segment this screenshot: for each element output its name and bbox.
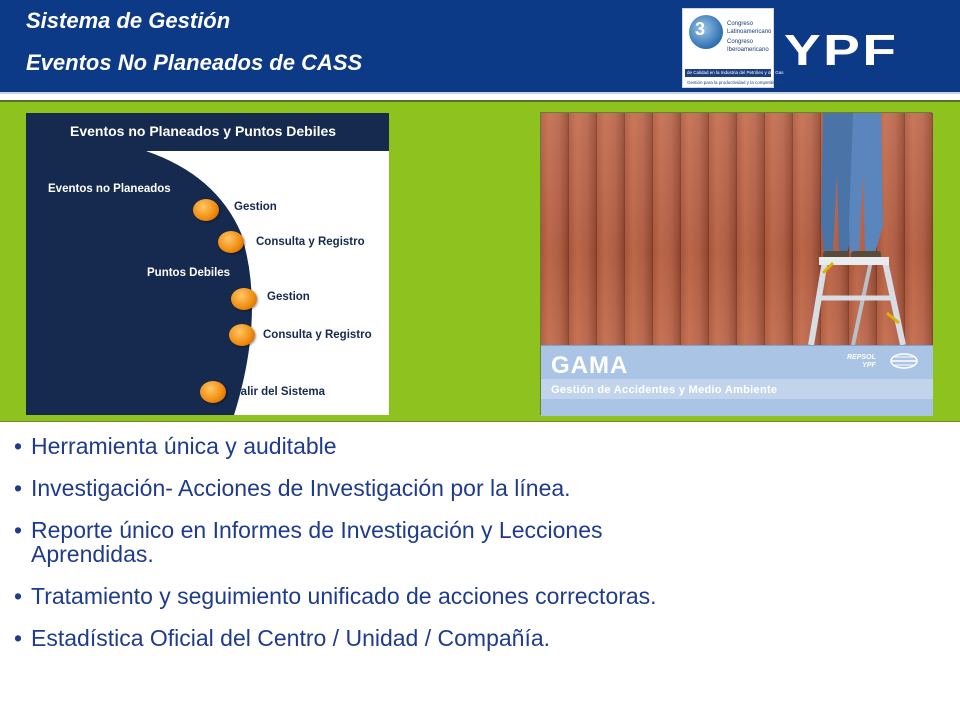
list-item xyxy=(14,626,914,650)
congress-line-3: Congreso xyxy=(727,39,754,45)
gama-screenshot xyxy=(540,112,932,415)
gama-subtitle: Gestión de Accidentes y Medio Ambiente xyxy=(551,384,778,396)
menu-item-eventos-consulta[interactable]: Consulta y Registro xyxy=(256,236,365,248)
section-label-eventos: Eventos no Planeados xyxy=(48,183,171,195)
list-item xyxy=(14,434,914,458)
gama-title: GAMA xyxy=(551,352,629,379)
bullet-text: Reporte único en Informes de Investigación y Lecciones Aprendidas. xyxy=(31,517,603,567)
bullet-marker: • xyxy=(14,583,23,609)
ypf-line: YPF xyxy=(862,362,876,369)
repsol-line: REPSOL xyxy=(847,354,876,361)
bullet-marker: • xyxy=(14,433,23,459)
ladder-person-illustration xyxy=(541,113,933,345)
ypf-logo: YPF xyxy=(784,26,899,75)
menu-header xyxy=(26,113,389,151)
bullet-list xyxy=(14,434,914,668)
menu-item-puntos-gestion[interactable]: Gestion xyxy=(267,291,310,303)
bullet-text: Tratamiento y seguimiento unificado de acciones correctoras. xyxy=(31,583,657,609)
menu-screenshot xyxy=(26,113,389,415)
orb-icon xyxy=(229,324,255,346)
repsol-mark-icon xyxy=(889,352,919,370)
menu-item-eventos-gestion[interactable]: Gestion xyxy=(234,201,277,213)
title-line-2: Eventos No Planeados de CASS xyxy=(26,50,363,75)
congress-logo xyxy=(682,8,784,88)
gama-banner xyxy=(541,345,933,416)
orb-icon xyxy=(200,381,226,403)
menu-background-shape xyxy=(26,113,389,415)
section-label-puntos: Puntos Debiles xyxy=(147,267,231,279)
orb-icon xyxy=(231,288,257,310)
orb-icon xyxy=(193,199,219,221)
congress-line-2: Latinoamericano xyxy=(727,29,772,35)
congress-number: 3 xyxy=(695,19,706,39)
congress-tagline: Gestión para la productividad y la competitividad xyxy=(687,80,784,85)
orb-icon xyxy=(218,231,244,253)
bullet-marker: • xyxy=(14,475,23,501)
menu-item-exit[interactable]: Salir del Sistema xyxy=(233,386,326,398)
congress-band: de Calidad en la Industria del Petróleo y del Gas xyxy=(687,70,784,75)
congress-line-4: Iberoamericano xyxy=(727,47,769,53)
header-bar xyxy=(0,0,960,94)
menu-item-puntos-consulta[interactable]: Consulta y Registro xyxy=(263,329,372,341)
bullet-marker: • xyxy=(14,517,23,543)
bullet-text: Herramienta única y auditable xyxy=(31,433,337,459)
bullet-text: Investigación- Acciones de Investigación por la línea. xyxy=(31,475,571,501)
title-line-1: Sistema de Gestión xyxy=(26,8,231,33)
bullet-marker: • xyxy=(14,625,23,651)
menu-title: Eventos no Planeados y Puntos Debiles xyxy=(70,123,337,139)
congress-line-1: Congreso xyxy=(727,21,754,27)
list-item xyxy=(14,518,914,566)
list-item xyxy=(14,584,914,608)
bullet-text: Estadística Oficial del Centro / Unidad / Compañía. xyxy=(31,625,551,651)
image-panel xyxy=(0,100,960,422)
list-item xyxy=(14,476,914,500)
repsol-ypf-logo xyxy=(847,354,876,370)
